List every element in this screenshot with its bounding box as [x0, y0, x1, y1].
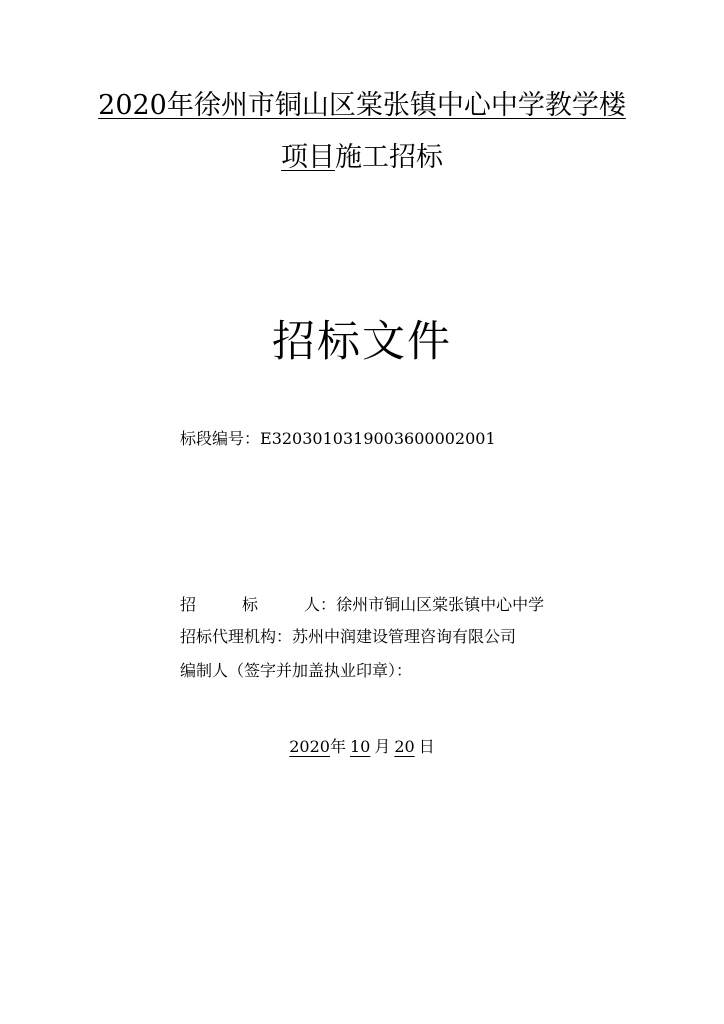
project-title-line1: 2020年徐州市铜山区棠张镇中心中学教学楼 [98, 90, 626, 121]
compiler-row [180, 660, 412, 682]
section-code-row [180, 428, 496, 450]
section-code-label: 标段编号： [180, 429, 261, 448]
tenderer-value: 徐州市铜山区棠张镇中心中学 [336, 595, 545, 614]
project-title-underlined-part: 项目 [281, 142, 335, 173]
date-day-unit: 日 [418, 737, 435, 756]
section-code-value: E3203010319003600002001 [260, 429, 496, 448]
tenderer-separator: ： [320, 595, 337, 614]
date-year: 2020 [289, 737, 330, 756]
tenderer-row [180, 594, 544, 616]
agency-value: 苏州中润建设管理咨询有限公司 [292, 627, 517, 646]
document-title: 招标文件 [272, 317, 452, 367]
date-month: 10 [349, 737, 371, 756]
date-day: 20 [394, 737, 415, 756]
compiler-label: 编制人（签字并加盖执业印章）： [180, 661, 413, 680]
tenderer-label-char-2: 标 [242, 595, 259, 614]
project-title-line2 [0, 138, 724, 178]
date-month-unit: 月 [374, 737, 391, 756]
tenderer-label-char-3: 人 [304, 595, 321, 614]
project-title-rest: 施工招标 [335, 142, 443, 173]
date-year-unit: 年 [329, 737, 346, 756]
tenderer-label-char-1: 招 [180, 595, 197, 614]
agency-row [180, 626, 516, 648]
agency-label: 招标代理机构： [180, 627, 293, 646]
issue-date [0, 736, 724, 758]
